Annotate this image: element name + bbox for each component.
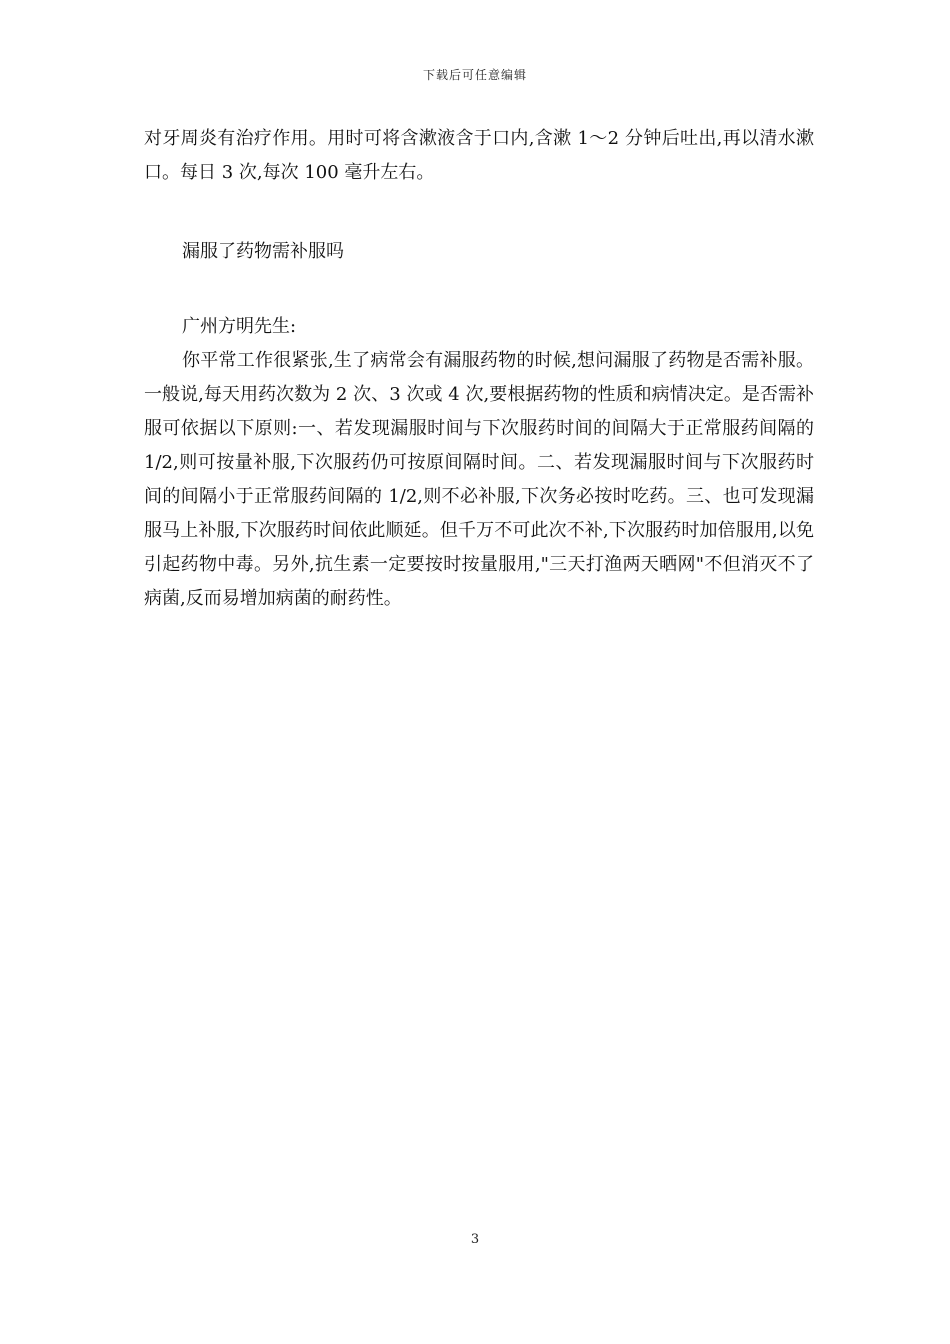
intro-paragraph: 对牙周炎有治疗作用。用时可将含漱液含于口内,含漱 1～2 分钟后吐出,再以清水漱口。每日 3 次,每次 100 毫升左右。 [144,128,814,183]
salutation: 广州方明先生: [182,316,297,337]
section-heading: 漏服了药物需补服吗 [182,241,344,262]
page-header: 下载后可任意编辑 [422,68,527,82]
page-number: 3 [470,1232,480,1247]
answer-paragraph: 你平常工作很紧张,生了病常会有漏服药物的时候,想问漏服了药物是否需补服。一般说,每天用药次数为 2 次、3 次或 4 次,要根据药物的性质和病情决定。是否需补服可依据以下原则:一、若发现漏服时间与下次服药时间的间隔大于正常服药间隔的 1/2,则可按量补服,下次服药仍可按原间隔时间。二、若发现漏服时间与下次服药时间的间隔小于正常服药间隔的 1/2,则不必补服,下次务必按时吃药。三、也可发现漏服马上补服,下次服药时间依此顺延。但千万不可此次不补,下次服药时加倍服用,以免引起药物中毒。另外,抗生素一定要按时按量服用,"三天打渔两天晒网"不但消灭不了病菌,反而易增加病菌的耐药性。 [144,350,814,609]
